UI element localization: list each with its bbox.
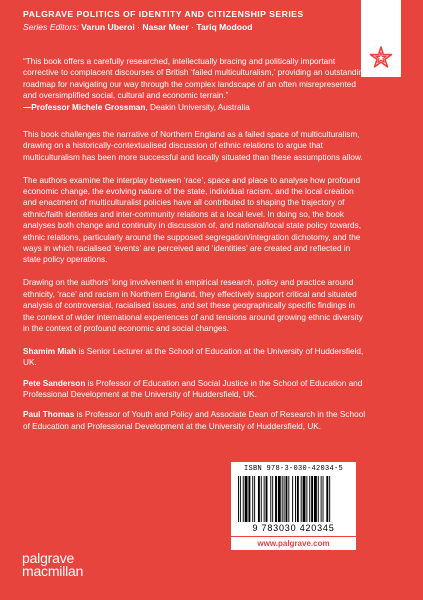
author-bio-text: is Professor of Youth and Policy and Associate Dean of Research in the School of Education and Professional Development at the University of Huddersfield, UK.	[23, 410, 366, 431]
barcode-bar	[266, 476, 268, 522]
barcode-bar	[252, 476, 253, 522]
quote-author: —Professor Michele Grossman	[23, 102, 146, 112]
author-bio-text: is Senior Lecturer at the School of Education at the University of Huddersfield, UK.	[23, 346, 364, 368]
author-name: Shamim Miah	[23, 346, 77, 356]
barcode-bar	[318, 476, 319, 522]
barcode-bar	[314, 476, 317, 522]
barcode-bar	[284, 476, 285, 522]
editor-separator: ·	[188, 22, 197, 32]
barcode-bar	[264, 476, 265, 522]
author-name: Pete Sanderson	[23, 378, 86, 388]
barcode-bar	[329, 476, 330, 522]
back-cover-text	[23, 56, 368, 441]
barcode-bar	[288, 476, 289, 522]
barcode-bar	[278, 476, 281, 522]
editor-name: Nasar Meer	[142, 22, 189, 32]
editor-separator: ·	[134, 22, 143, 32]
endorsement-quote	[23, 56, 368, 113]
barcode-bar	[303, 476, 306, 522]
barcode-bar	[282, 476, 283, 522]
barcode-bar	[321, 476, 322, 522]
publisher-name-line2: macmillan	[22, 563, 84, 579]
barcode	[231, 462, 356, 536]
description-paragraph: Drawing on the authors’ long involvement in empirical research, policy and practice around ethnicity, ‘race’ and racism in Northern England, they effectively support critical and situated analysis of controversial, racialised issues, and set these geographically specific findings in the context of wider international experiences of and tensions around growing ethnic diversity in the context of profound economic and social changes.	[23, 278, 363, 333]
description-paragraph: The authors examine the interplay between ‘race’, space and place to analyse how profound economic change, the evolving nature of the state, individual racism, and the local creation and enactment of multiculturalist policies have all contributed to shaping the trajectory of ethnic/faith identities and inter-community relations at a local level. In doing so, the book analyses both change and continuity in discussion of, and national/local state policy towards, ethnic relations, particularly around the supposed segregation/integration dichotomy, and the ways in which racialised ‘events’ are perceived and ‘identities’ are created and reflected in state policy operations.	[23, 175, 362, 265]
barcode-bar	[238, 476, 239, 522]
author-bio-text: is Professor of Education and Social Justice in the School of Education and Professional Development at the University of Huddersfield, UK.	[23, 378, 363, 399]
isbn-label: ISBN 978-3-030-42034-5	[243, 465, 343, 473]
barcode-bar	[326, 476, 328, 522]
quote-text: “This book offers a carefully researched, intellectually bracing and politically important corrective to complacent discourses of British ‘failed multiculturalism,’ providing an outstanding roadmap for navigating our way through the complex landscape of an often misrepresented and oversimplified social, cultural and economic terrain.”	[23, 57, 368, 101]
publisher-logo	[22, 552, 83, 578]
editors-label: Series Editors:	[23, 22, 79, 32]
series-editors	[23, 22, 253, 32]
publisher-website: www.palgrave.com	[231, 537, 356, 550]
barcode-bar	[254, 476, 255, 522]
author-bio	[23, 409, 368, 432]
quote-affiliation: , Deakin University, Australia	[145, 102, 250, 112]
barcode-bar	[323, 476, 324, 522]
publisher-name-line1: palgrave	[22, 550, 75, 566]
barcode-bar	[301, 476, 302, 522]
author-bio	[23, 378, 368, 401]
barcode-bar	[311, 476, 313, 522]
barcode-bar	[295, 476, 296, 522]
barcode-bar	[243, 476, 244, 522]
barcode-bar	[275, 476, 277, 522]
barcode-number: 9 783030 420345	[252, 523, 335, 533]
barcode-bar	[306, 476, 307, 522]
barcode-bar	[240, 476, 241, 522]
author-bio	[23, 346, 368, 369]
star-burst-icon	[368, 45, 394, 71]
barcode-bar	[297, 476, 299, 522]
author-name: Paul Thomas	[23, 410, 75, 420]
barcode-bar	[309, 476, 310, 522]
barcode-bar	[292, 476, 293, 522]
series-title: PALGRAVE POLITICS OF IDENTITY AND CITIZENSHIP SERIES	[23, 9, 304, 19]
barcode-bars	[237, 476, 350, 522]
description-paragraph: This book challenges the narrative of Northern England as a failed space of multiculturalism, drawing on a historically-contextualised discussion of ethnic relations to argue that multiculturalism has been more successful and locally situated than these assumptions allow.	[23, 130, 363, 162]
barcode-bar	[261, 476, 262, 522]
barcode-bar	[245, 476, 248, 522]
barcode-bar	[286, 476, 288, 522]
editor-name: Tariq Modood	[196, 22, 253, 32]
quote-attribution	[23, 102, 368, 113]
barcode-bar	[258, 476, 260, 522]
barcode-bar	[248, 476, 250, 522]
barcode-bar	[270, 476, 271, 522]
barcode-bar	[272, 476, 273, 522]
editor-name: Varun Uberoi	[81, 22, 135, 32]
